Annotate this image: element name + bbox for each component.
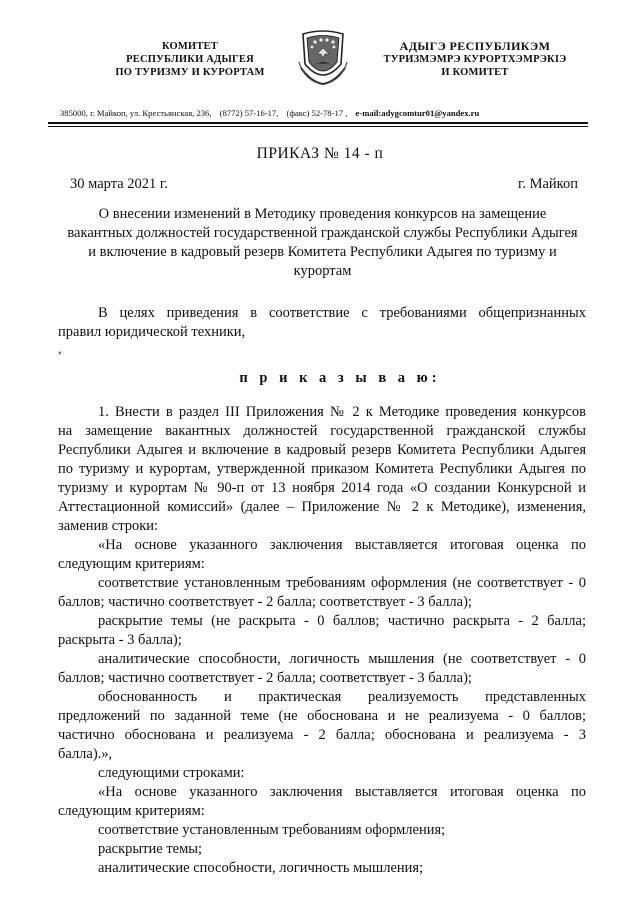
preamble-line: правил юридической техники, — [58, 324, 246, 340]
old-criteria-line: раскрытие темы (не раскрыта - 0 баллов; частично раскрыта - 2 балла; — [98, 613, 586, 629]
phone-text: (8772) 57-16-17, — [219, 108, 279, 118]
preamble-line: В целях приведения в соответствие с требованиями общепризнанных — [98, 305, 586, 321]
header-divider-thin — [48, 126, 588, 127]
coat-of-arms-icon — [297, 28, 349, 88]
document-city: г. Майкоп — [518, 176, 578, 192]
old-criteria-block — [58, 536, 586, 764]
subject-line: вакантных должностей государственной гражданской службы Республики Адыгея — [67, 225, 578, 241]
org-name-line: АДЫГЭ РЕСПУБЛИКЭМ — [399, 39, 551, 53]
item-1-line: Аттестационной комиссий» (далее – Приложение № 2 к Методике), изменения, — [58, 499, 586, 515]
new-criteria-line: «На основе указанного заключения выставляется итоговая оценка по — [98, 784, 586, 800]
stray-mark: , — [58, 342, 62, 357]
org-name-line: ТУРИЗМЭМРЭ КУРОРТХЭМРЭКIЭ — [383, 54, 567, 65]
old-criteria-line: частично обоснована и реализуема - 2 балла; обоснована и реализуема - 3 — [58, 727, 586, 743]
item-1-line: 1. Внести в раздел III Приложения № 2 к Методике проведения конкурсов — [98, 404, 586, 420]
subject-line: курортам — [293, 263, 352, 279]
item-1-line: заменив строки: — [58, 518, 159, 534]
old-criteria-line: предложений по заданной теме (не обоснована и не реализуема - 0 баллов; — [58, 708, 586, 724]
item-1-line: Республики Адыгея и включение в кадровый резерв Комитета Республики Адыгея — [58, 442, 586, 458]
old-criteria-line: раскрыта - 3 балла); — [58, 632, 182, 648]
old-criteria-line: обоснованность и практическая реализуемость представленных — [98, 689, 586, 705]
item-1-line: на замещение вакантных должностей государственной гражданской службы — [58, 423, 586, 439]
document-date: 30 марта 2021 г. — [70, 176, 168, 192]
item-1 — [58, 403, 586, 536]
org-name-line: РЕСПУБЛИКИ АДЫГЕЯ — [126, 54, 254, 65]
new-criteria-line: аналитические способности, логичность мышления; — [98, 860, 424, 876]
org-name-line: КОМИТЕТ — [161, 41, 218, 52]
preamble — [58, 304, 586, 342]
address-text: 385000, г. Майкоп, ул. Крестьянская, 236, — [60, 108, 212, 118]
document-title: ПРИКАЗ № 14 - п — [256, 145, 384, 162]
new-criteria-line: раскрытие темы; — [98, 841, 203, 857]
old-criteria-line: следующим критериям: — [58, 556, 205, 572]
contact-line — [60, 108, 580, 119]
old-criteria-line: аналитические способности, логичность мышления (не соответствует - 0 — [98, 651, 586, 667]
header-divider — [48, 122, 588, 124]
new-criteria-line: соответствие установленным требованиям оформления; — [98, 822, 446, 838]
old-criteria-line: соответствие установленным требованиям оформления (не соответствует - 0 — [98, 575, 586, 591]
org-name-adyghe — [365, 40, 585, 79]
old-criteria-line: балла).», — [58, 746, 113, 762]
org-name-line: ПО ТУРИЗМУ И КУРОРТАМ — [115, 67, 265, 78]
document-subject — [55, 205, 590, 281]
email-text: e-mail:adygcomtur01@yandex.ru — [355, 108, 480, 118]
item-1-line: по туризму и курортам, утвержденной приказом Комитета Республики Адыгея по — [58, 461, 586, 477]
replace-with-text: следующими строками: — [98, 765, 245, 781]
new-criteria-line: следующим критериям: — [58, 803, 205, 819]
fax-text: (факс) 52-78-17 , — [286, 108, 348, 118]
org-name-line: И КОМИТЕТ — [441, 67, 509, 78]
subject-line: и включение в кадровый резерв Комитета Республики Адыгея по туризму и — [88, 244, 557, 260]
old-criteria-line: баллов; частично соответствует - 2 балла; соответствует - 3 балла); — [58, 594, 472, 610]
new-criteria-block — [58, 764, 586, 878]
org-name-russian — [95, 40, 285, 79]
order-word: п р и к а з ы в а ю: — [239, 370, 441, 386]
subject-line: О внесении изменений в Методику проведения конкурсов на замещение — [98, 206, 547, 222]
item-1-line: туризму и курортам № 90-п от 13 ноября 2014 года «О создании Конкурсной и — [58, 480, 586, 496]
old-criteria-line: баллов; частично соответствует - 2 балла; соответствует - 3 балла); — [58, 670, 472, 686]
old-criteria-line: «На основе указанного заключения выставляется итоговая оценка по — [98, 537, 586, 553]
